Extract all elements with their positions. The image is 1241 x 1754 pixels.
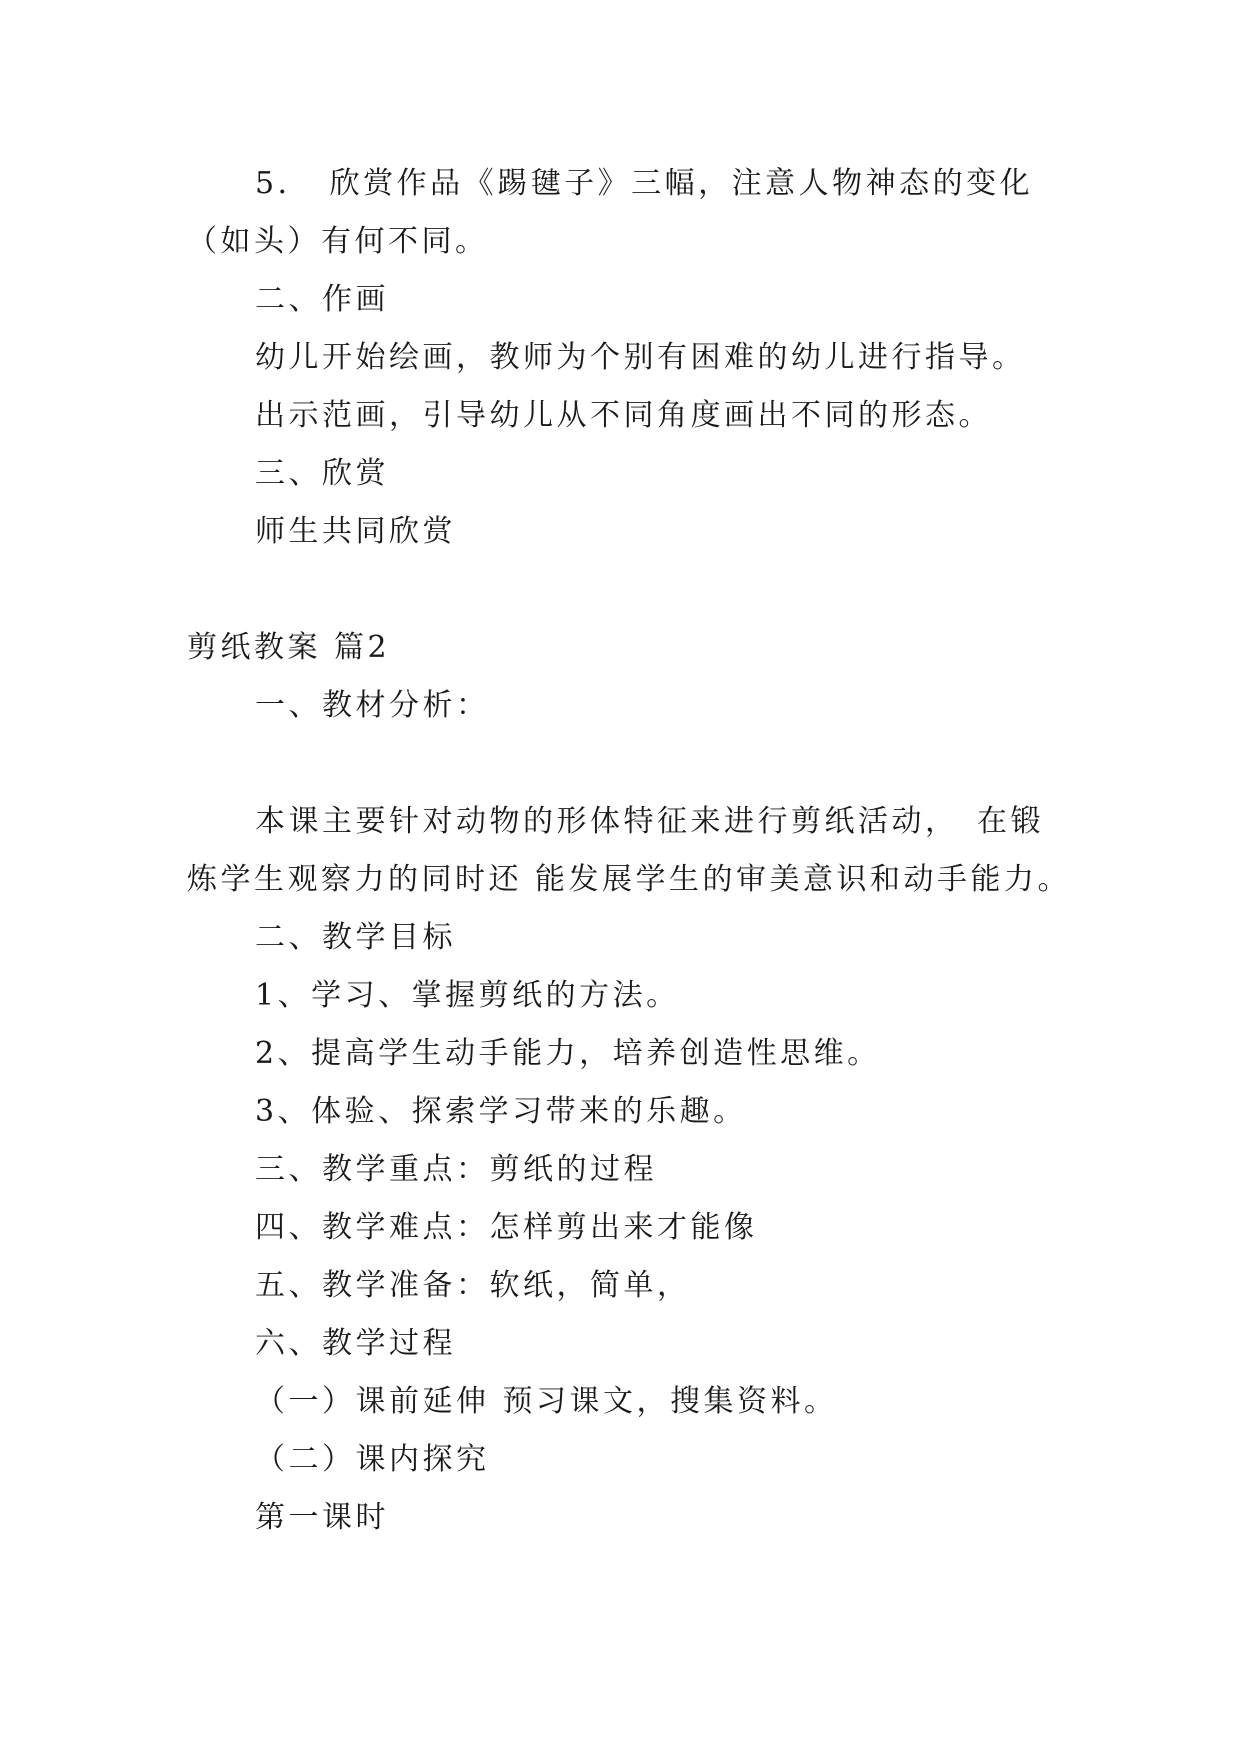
list-item: （二）课内探究 (255, 1442, 490, 1477)
section-heading: 一、教材分析： (255, 688, 490, 723)
paragraph-line: 本课主要针对动物的形体特征来进行剪纸活动， 在锻 (255, 804, 1044, 839)
paragraph-line: 幼儿开始绘画，教师为个别有困难的幼儿进行指导。 (255, 340, 1026, 375)
paragraph-line: 师生共同欣赏 (255, 514, 456, 549)
section-heading: 三、欣赏 (255, 456, 389, 491)
section-heading: 二、教学目标 (255, 920, 456, 955)
paragraph-line: 炼学生观察力的同时还 能发展学生的审美意识和动手能力。 (187, 862, 1072, 897)
section-heading: 四、教学难点：怎样剪出来才能像 (255, 1210, 758, 1245)
list-item: 1、学习、掌握剪纸的方法。 (255, 978, 680, 1013)
list-item: （一）课前延伸 预习课文，搜集资料。 (255, 1384, 838, 1419)
paragraph-line: 第一课时 (255, 1500, 389, 1535)
paragraph-line: （如头）有何不同。 (187, 224, 489, 259)
paragraph-line: 出示范画，引导幼儿从不同角度画出不同的形态。 (255, 398, 992, 433)
document-title: 剪纸教案 篇2 (187, 630, 391, 665)
section-heading: 六、教学过程 (255, 1326, 456, 1361)
section-heading: 二、作画 (255, 282, 389, 317)
list-item: 2、提高学生动手能力，培养创造性思维。 (255, 1036, 881, 1071)
list-item: 3、体验、探索学习带来的乐趣。 (255, 1094, 747, 1129)
section-heading: 五、教学准备：软纸，简单， (255, 1268, 691, 1303)
paragraph-line: 5． 欣赏作品《踢毽子》三幅，注意人物神态的变化 (255, 166, 1034, 201)
section-heading: 三、教学重点：剪纸的过程 (255, 1152, 657, 1187)
